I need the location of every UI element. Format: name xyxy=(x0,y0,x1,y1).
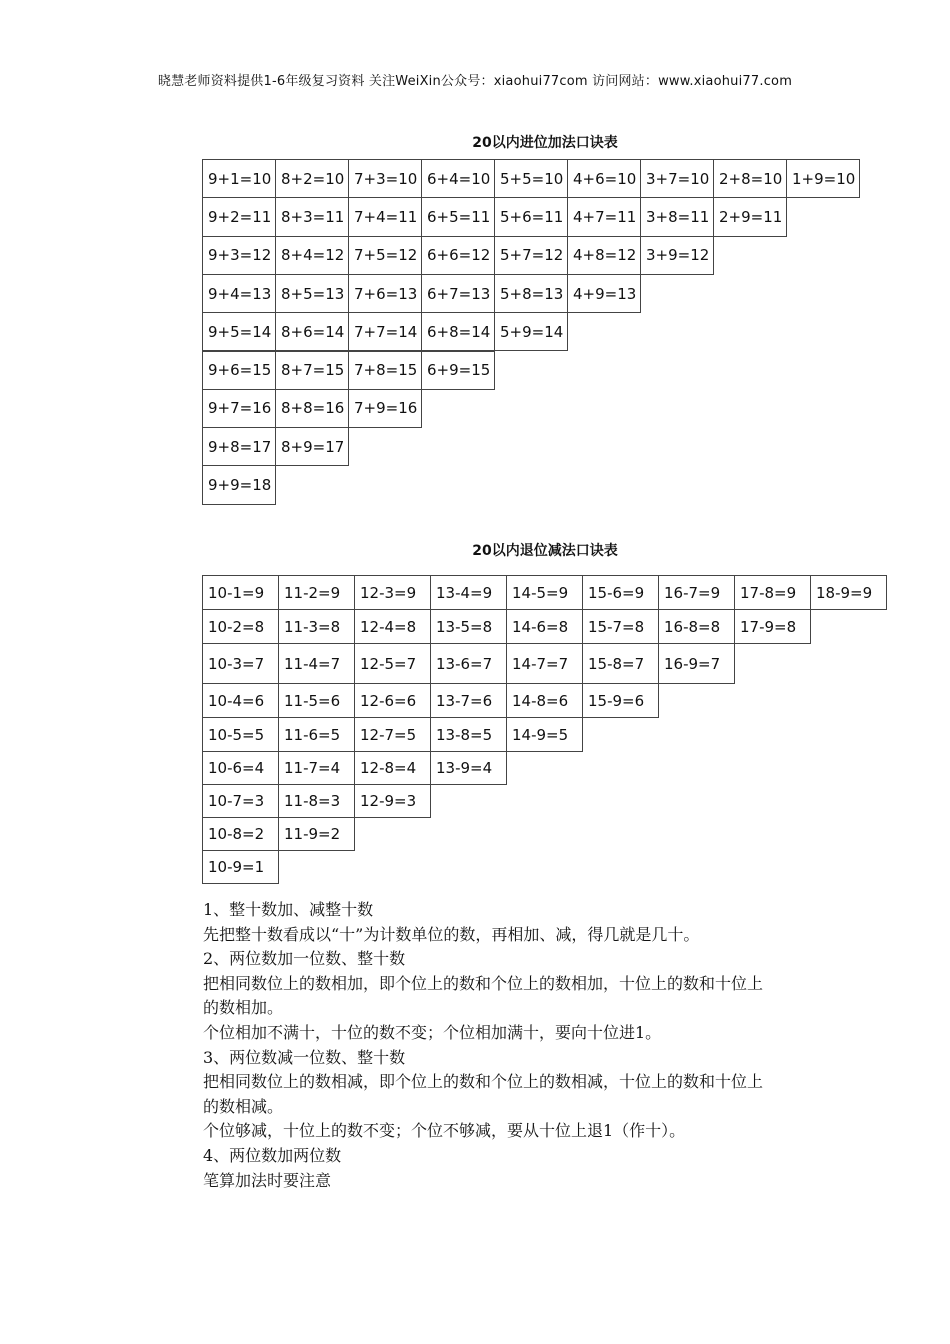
note-heading-1: 1、整十数加、减整十数 xyxy=(203,900,374,919)
subtraction-cell: 12-9=3 xyxy=(354,784,431,818)
addition-cell: 3+8=11 xyxy=(640,197,714,236)
addition-cell: 7+7=14 xyxy=(348,312,422,351)
addition-cell: 3+7=10 xyxy=(640,159,714,198)
addition-cell: 1+9=10 xyxy=(786,159,860,198)
addition-cell: 9+7=16 xyxy=(202,389,276,428)
subtraction-cell: 14-8=6 xyxy=(506,683,583,718)
addition-cell: 9+1=10 xyxy=(202,159,276,198)
addition-cell: 8+3=11 xyxy=(275,197,349,236)
addition-cell: 2+8=10 xyxy=(713,159,787,198)
addition-cell: 5+8=13 xyxy=(494,274,568,313)
subtraction-cell: 12-7=5 xyxy=(354,717,431,752)
addition-cell: 8+9=17 xyxy=(275,427,349,466)
subtraction-cell: 12-5=7 xyxy=(354,643,431,684)
addition-cell: 4+6=10 xyxy=(567,159,641,198)
subtraction-cell: 15-7=8 xyxy=(582,609,659,644)
subtraction-cell: 12-3=9 xyxy=(354,575,431,610)
subtraction-cell: 17-8=9 xyxy=(734,575,811,610)
addition-cell: 4+9=13 xyxy=(567,274,641,313)
addition-cell: 4+8=12 xyxy=(567,236,641,275)
addition-cell: 5+7=12 xyxy=(494,236,568,275)
subtraction-table-title: 20以内退位减法口诀表 xyxy=(472,543,618,559)
addition-cell: 6+9=15 xyxy=(421,351,495,390)
addition-cell: 5+9=14 xyxy=(494,312,568,351)
note-text: 把相同数位上的数相减，即个位上的数和个位上的数相减，十位上的数和十位上的数相减。 xyxy=(203,1072,764,1116)
subtraction-cell: 13-4=9 xyxy=(430,575,507,610)
subtraction-cell: 13-8=5 xyxy=(430,717,507,752)
subtraction-cell: 10-1=9 xyxy=(202,575,279,610)
subtraction-cell: 16-9=7 xyxy=(658,643,735,684)
subtraction-cell: 11-8=3 xyxy=(278,784,355,818)
subtraction-cell: 17-9=8 xyxy=(734,609,811,644)
addition-cell: 8+5=13 xyxy=(275,274,349,313)
addition-cell: 9+2=11 xyxy=(202,197,276,236)
addition-cell: 9+6=15 xyxy=(202,351,276,390)
subtraction-cell: 13-9=4 xyxy=(430,751,507,785)
addition-cell: 8+6=14 xyxy=(275,312,349,351)
subtraction-cell: 15-8=7 xyxy=(582,643,659,684)
subtraction-cell: 11-6=5 xyxy=(278,717,355,752)
addition-cell: 9+3=12 xyxy=(202,236,276,275)
subtraction-cell: 18-9=9 xyxy=(810,575,887,610)
note-text: 把相同数位上的数相加，即个位上的数和个位上的数相加，十位上的数和十位上的数相加。 xyxy=(203,973,764,1018)
addition-table-title: 20以内进位加法口诀表 xyxy=(472,135,618,151)
subtraction-cell: 11-3=8 xyxy=(278,609,355,644)
subtraction-cell: 16-7=9 xyxy=(658,575,735,610)
addition-cell: 6+8=14 xyxy=(421,312,495,351)
addition-cell: 3+9=12 xyxy=(640,236,714,275)
page-header: 晓慧老师资料提供1-6年级复习资料 关注WeiXin公众号：xiaohui77com 访问网站：www.xiaohui77.com xyxy=(157,74,793,89)
note-text: 个位相加不满十，十位的数不变；个位相加满十，要向十位进1。 xyxy=(203,1022,662,1042)
subtraction-cell: 12-4=8 xyxy=(354,609,431,644)
note-heading-4: 4、两位数加两位数 xyxy=(203,1145,342,1165)
addition-cell: 9+8=17 xyxy=(202,427,276,466)
addition-cell: 7+4=11 xyxy=(348,197,422,236)
subtraction-cell: 10-6=4 xyxy=(202,751,279,785)
subtraction-cell: 15-6=9 xyxy=(582,575,659,610)
addition-cell: 9+5=14 xyxy=(202,312,276,351)
subtraction-cell: 14-9=5 xyxy=(506,717,583,752)
subtraction-cell: 14-5=9 xyxy=(506,575,583,610)
note-text: 先把整十数看成以“十”为计数单位的数，再相加、减，得几就是几十。 xyxy=(203,924,700,944)
addition-cell: 9+4=13 xyxy=(202,274,276,313)
note-text: 笔算加法时要注意 xyxy=(203,1170,332,1190)
subtraction-cell: 10-9=1 xyxy=(202,850,279,884)
addition-cell: 6+4=10 xyxy=(421,159,495,198)
addition-cell: 7+5=12 xyxy=(348,236,422,275)
subtraction-cell: 11-4=7 xyxy=(278,643,355,684)
notes-section xyxy=(203,898,763,1193)
subtraction-cell: 13-7=6 xyxy=(430,683,507,718)
subtraction-cell: 14-6=8 xyxy=(506,609,583,644)
subtraction-cell: 10-8=2 xyxy=(202,817,279,851)
subtraction-cell: 12-8=4 xyxy=(354,751,431,785)
addition-cell: 7+9=16 xyxy=(348,389,422,428)
addition-cell: 6+5=11 xyxy=(421,197,495,236)
addition-cell: 8+7=15 xyxy=(275,351,349,390)
subtraction-cell: 11-5=6 xyxy=(278,683,355,718)
addition-cell: 2+9=11 xyxy=(713,197,787,236)
addition-cell: 8+4=12 xyxy=(275,236,349,275)
subtraction-cell: 13-6=7 xyxy=(430,643,507,684)
subtraction-cell: 13-5=8 xyxy=(430,609,507,644)
subtraction-cell: 11-2=9 xyxy=(278,575,355,610)
subtraction-cell: 11-9=2 xyxy=(278,817,355,851)
addition-cell: 7+6=13 xyxy=(348,274,422,313)
subtraction-cell: 15-9=6 xyxy=(582,683,659,718)
note-text: 个位够减，十位上的数不变；个位不够减，要从十位上退1（作十）。 xyxy=(203,1121,686,1141)
subtraction-cell: 11-7=4 xyxy=(278,751,355,785)
subtraction-cell: 12-6=6 xyxy=(354,683,431,718)
subtraction-cell: 10-2=8 xyxy=(202,609,279,644)
addition-cell: 7+3=10 xyxy=(348,159,422,198)
subtraction-cell: 10-7=3 xyxy=(202,784,279,818)
addition-cell: 6+6=12 xyxy=(421,236,495,275)
addition-cell: 5+5=10 xyxy=(494,159,568,198)
addition-cell: 8+2=10 xyxy=(275,159,349,198)
addition-cell: 6+7=13 xyxy=(421,274,495,313)
note-heading-3: 3、两位数减一位数、整十数 xyxy=(203,1047,406,1067)
subtraction-cell: 14-7=7 xyxy=(506,643,583,684)
addition-cell: 7+8=15 xyxy=(348,351,422,390)
subtraction-cell: 10-5=5 xyxy=(202,717,279,752)
subtraction-cell: 10-4=6 xyxy=(202,683,279,718)
addition-cell: 8+8=16 xyxy=(275,389,349,428)
addition-cell: 9+9=18 xyxy=(202,465,276,504)
addition-cell: 4+7=11 xyxy=(567,197,641,236)
addition-cell: 5+6=11 xyxy=(494,197,568,236)
subtraction-cell: 16-8=8 xyxy=(658,609,735,644)
note-heading-2: 2、两位数加一位数、整十数 xyxy=(203,949,406,969)
subtraction-cell: 10-3=7 xyxy=(202,643,279,684)
